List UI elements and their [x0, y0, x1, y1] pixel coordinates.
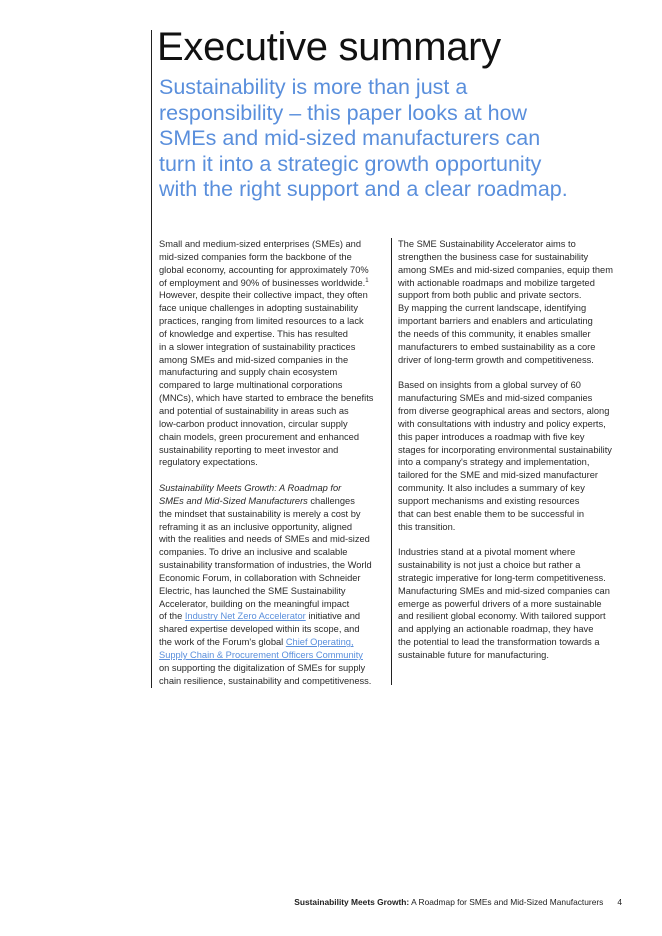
text-line: this paper introduces a roadmap with five key: [398, 431, 585, 442]
cscpo-community-link-continued[interactable]: Supply Chain & Procurement Officers Community: [159, 650, 363, 660]
text-line: face unique challenges in adopting sustainability: [159, 303, 358, 314]
text-line: in a slower integration of sustainability practices: [159, 341, 356, 352]
lede-summary: [159, 75, 599, 203]
footnote-ref[interactable]: 1: [365, 277, 369, 284]
text-line: manufacturing and supply chain ecosystem: [159, 367, 338, 378]
right-paragraph-2: [398, 379, 626, 533]
text-line: However, despite their collective impact, they often: [159, 290, 368, 301]
footer-report-title-rest: A Roadmap for SMEs and Mid-Sized Manufacturers: [409, 897, 604, 907]
text-line: Economic Forum, in collaboration with Schneider: [159, 572, 361, 583]
page-footer: [294, 897, 622, 907]
lede-line: SMEs and mid-sized manufacturers can: [159, 126, 541, 151]
text-line: support mechanisms and existing resources: [398, 495, 580, 506]
footer-report-title-bold: Sustainability Meets Growth:: [294, 897, 410, 907]
text-line: The SME Sustainability Accelerator aims to: [398, 239, 576, 249]
text-line: and potential of sustainability in areas such as: [159, 405, 349, 416]
text-fragment: of employment and 90% of businesses worldwide.: [159, 277, 366, 288]
report-title-italic: SMEs and Mid-Sized Manufacturers: [159, 495, 308, 506]
text-line: driver of long-term growth and competitiveness.: [398, 354, 594, 365]
right-paragraph-3: [398, 546, 626, 662]
text-line: on supporting the digitalization of SMEs for supply: [159, 662, 366, 673]
text-line: the potential to lead the transformation towards a: [398, 637, 600, 648]
text-line: Manufacturing SMEs and mid-sized companies can: [398, 585, 610, 596]
text-line: support from both public and private sectors.: [398, 290, 582, 301]
text-line: companies. To drive an inclusive and scalable: [159, 547, 348, 558]
text-line: Sustainability Meets Growth: A Roadmap for: [159, 483, 342, 494]
text-line: (MNCs), which have started to embrace the benefits: [159, 393, 374, 404]
text-line: that can best enable them to be successful in: [398, 508, 585, 519]
left-vertical-rule: [151, 30, 152, 688]
text-line: compared to large multinational corporations: [159, 380, 343, 391]
text-line: strategic imperative for long-term competitiveness.: [398, 572, 606, 583]
text-line: strengthen the business case for sustainability: [398, 251, 589, 262]
text-line: community. It also includes a summary of key: [398, 483, 585, 494]
text-line: [159, 636, 385, 649]
text-fragment: challenges: [307, 495, 355, 506]
lede-line: Sustainability is more than just a: [159, 75, 468, 99]
text-line: manufacturers to embed sustainability as a core: [398, 341, 596, 352]
lede-line: responsibility – this paper looks at how: [159, 100, 528, 125]
text-line: shared expertise developed within its scope, and: [159, 624, 360, 635]
text-line: emerge as powerful drivers of a more sustainable: [398, 598, 602, 609]
left-paragraph-1: [159, 238, 385, 469]
text-line: sustainability transformation of industries, the World: [159, 560, 372, 571]
text-line: important barriers and enablers and articulating: [398, 316, 593, 327]
text-line: Accelerator, building on the meaningful impact: [159, 598, 350, 609]
text-fragment: of the: [159, 611, 185, 622]
text-line: regulatory expectations.: [159, 457, 258, 468]
text-line: and resilient global economy. With tailored support: [398, 611, 606, 622]
lede-line: with the right support and a clear roadmap.: [159, 177, 568, 202]
text-line: practices, ranging from limited resources to a lack: [159, 316, 364, 327]
lede-line: turn it into a strategic growth opportunity: [159, 151, 542, 176]
text-line: [159, 495, 385, 508]
text-line: the needs of this community, it enables smaller: [398, 328, 591, 339]
text-line: sustainability is not just a choice but rather a: [398, 560, 581, 571]
text-line: Electric, has launched the SME Sustainability: [159, 585, 346, 596]
text-line: this transition.: [398, 521, 456, 532]
column-divider-rule: [391, 238, 392, 685]
text-line: Small and medium-sized enterprises (SMEs) and: [159, 239, 362, 249]
text-line: and applying an actionable roadmap, they have: [398, 624, 594, 635]
text-line: among SMEs and mid-sized companies, equip them: [398, 264, 613, 275]
text-line: low-carbon product innovation, circular supply: [159, 418, 348, 429]
text-line: with the realities and needs of SMEs and mid-sized: [159, 534, 370, 545]
right-column: [398, 238, 626, 675]
text-line: among SMEs and mid-sized companies in the: [159, 354, 349, 365]
text-line: into a company's strategy and implementation,: [398, 457, 590, 468]
text-line: of knowledge and expertise. This has resulted: [159, 328, 348, 339]
text-line: with actionable roadmaps and mobilize targeted: [398, 277, 595, 288]
right-paragraph-1: [398, 238, 626, 366]
text-line: manufacturing SMEs and mid-sized companies: [398, 393, 593, 404]
text-line: stages for incorporating environmental sustainability: [398, 444, 612, 455]
left-column: [159, 238, 385, 700]
text-line: Industries stand at a pivotal moment where: [398, 547, 576, 558]
text-line: [159, 610, 385, 623]
text-line: mid-sized companies form the backbone of the: [159, 251, 352, 262]
text-fragment: the work of the Forum's global: [159, 637, 286, 648]
text-line: tailored for the SME and mid-sized manufacturer: [398, 470, 598, 481]
text-line: sustainability reporting to meet investor and: [159, 444, 339, 455]
left-paragraph-2: [159, 482, 385, 688]
text-fragment: initiative and: [305, 611, 361, 622]
industry-net-zero-accelerator-link[interactable]: Industry Net Zero Accelerator: [184, 611, 306, 622]
text-line: [159, 649, 385, 662]
text-line: the mindset that sustainability is merely a cost by: [159, 508, 361, 519]
page-number: 4: [617, 897, 622, 907]
text-line: Based on insights from a global survey of 60: [398, 380, 581, 391]
cscpo-community-link[interactable]: Chief Operating,: [285, 637, 354, 648]
text-line: reframing it as an inclusive opportunity, aligned: [159, 521, 353, 532]
text-line: sustainable future for manufacturing.: [398, 650, 549, 660]
text-line: chain resilience, sustainability and competitiveness.: [159, 675, 372, 686]
text-line: with consultations with industry and policy experts,: [398, 418, 606, 429]
text-line: chain models, green procurement and enhanced: [159, 431, 360, 442]
page-title: Executive summary: [157, 25, 501, 69]
text-line: [159, 277, 385, 290]
text-line: By mapping the current landscape, identifying: [398, 303, 587, 314]
text-line: global economy, accounting for approximately 70%: [159, 264, 369, 275]
text-line: from diverse geographical areas and sectors, along: [398, 405, 610, 416]
